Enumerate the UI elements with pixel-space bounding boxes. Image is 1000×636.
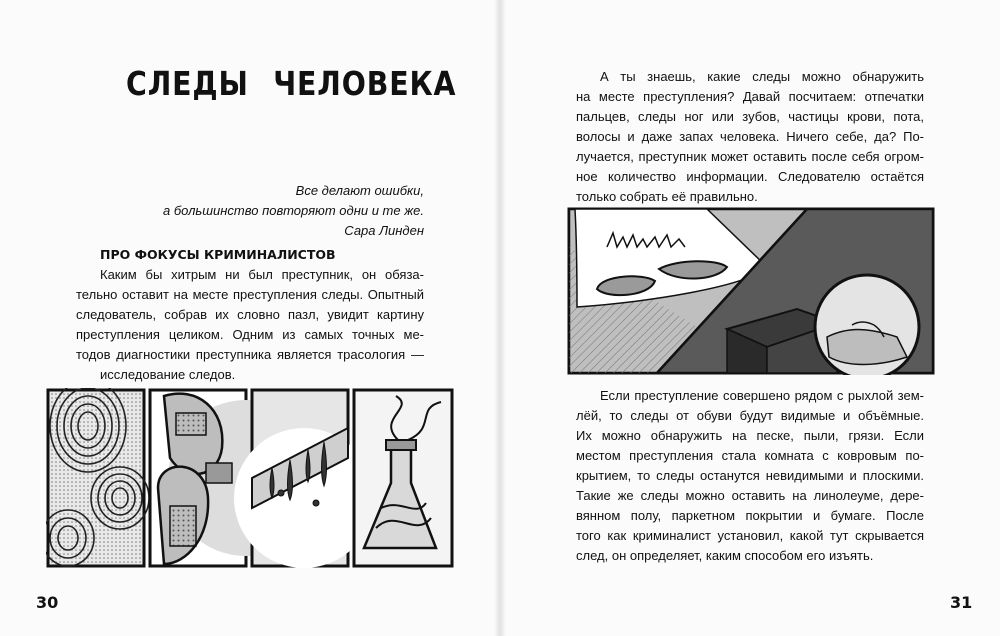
text-line: только собрать её правильно. [576, 189, 758, 204]
text-line: местом преступления стала комната с ковровым по- [576, 448, 924, 463]
text-line: пальцев, следы ног или зубов, частицы крови, пота, [576, 109, 924, 124]
text-line: преступления целиком. Одним из самых точных ме- [76, 327, 424, 342]
evidence-illustration-strip [46, 388, 454, 568]
epigraph-author: Сара Линден [344, 223, 424, 238]
epigraph-line: а большинство повторяют одни и те же. [162, 203, 424, 218]
epigraph-line: Все делают ошибки, [295, 183, 424, 198]
crime-scene-illustration [567, 207, 935, 375]
text-line: ное количество информации. Следователю остаётся [576, 169, 924, 184]
page-title: СЛЕДЫ ЧЕЛОВЕКА [126, 64, 457, 103]
text-line: на месте преступления? Давай посчитаем: отпечатки [576, 89, 924, 104]
page-number: 31 [950, 593, 973, 612]
body-paragraph [576, 67, 924, 207]
text-line: А ты знаешь, какие следы можно обнаружить [600, 69, 924, 84]
text-line: Их можно обнаружить на песке, пыли, грязи. Если [576, 428, 924, 443]
text-line: того как криминалист установил, какой тут скрывается [576, 528, 924, 543]
section-heading: ПРО ФОКУСЫ КРИМИНАЛИСТОВ [100, 247, 336, 262]
text-line: тодов диагностики преступника является трасология — [76, 347, 424, 362]
text-line: лёй, то следы от обуви будут видимые и объёмные. [576, 408, 924, 423]
text-line: крытием, то следы останутся невидимыми и плоскими. [576, 468, 924, 483]
right-page [500, 0, 1000, 636]
text-line: след, он определяет, каким способом его изъять. [576, 548, 874, 563]
text-line: Если преступление совершено рядом с рыхлой зем- [600, 388, 924, 403]
text-line: лучается, преступник может оставить после себя огром- [576, 149, 924, 164]
page-number: 30 [36, 593, 59, 612]
text-line: тельно оставит на месте преступления следы. Опытный [76, 287, 424, 302]
fingerprint-panel [46, 388, 149, 566]
text-line: исследование следов. [100, 367, 236, 382]
text-line: Каким бы хитрым ни был преступник, он обяза- [100, 267, 424, 282]
text-line: волосы и даже запах человека. Ничего себе, да? По- [576, 129, 924, 144]
body-paragraph [76, 265, 424, 385]
body-paragraph [576, 386, 924, 566]
flask-panel [354, 390, 452, 566]
epigraph [120, 181, 424, 241]
text-line: вянном полу, паркетном покрытии и бумаге. После [576, 508, 924, 523]
text-line: Такие же следы можно оставить на линолеуме, дере- [576, 488, 924, 503]
text-line: следователь, собрав их словно пазл, увидит картину [76, 307, 424, 322]
